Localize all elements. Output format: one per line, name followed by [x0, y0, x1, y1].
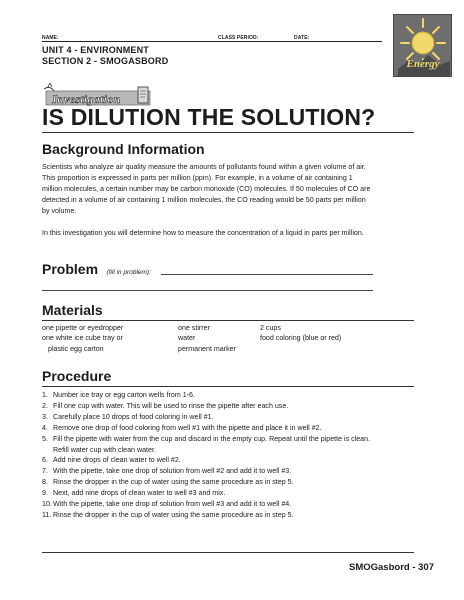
class-period-label: CLASS PERIOD: — [218, 35, 259, 41]
step-text: Rinse the dropper in the cup of water using the same procedure as in step 5. — [53, 478, 294, 487]
material-item: 2 cups — [260, 324, 281, 332]
name-label: NAME: — [42, 35, 59, 41]
materials-rule — [42, 320, 414, 321]
material-item: permanent marker — [178, 344, 236, 353]
unit-line: UNIT 4 - ENVIRONMENT — [42, 45, 150, 55]
unit-section-title — [42, 45, 168, 67]
step-number: 11. — [42, 510, 52, 519]
section-line: SECTION 2 - SMOGASBORD — [42, 56, 169, 66]
material-item: one pipette or eyedropper — [42, 324, 124, 332]
step-text: Fill the pipette with water from the cup and discard in the empty cup. Repeat until the pipette is clean. Refill water cup with clean water. — [53, 434, 371, 454]
header-rule — [42, 41, 382, 42]
step-number: 1. — [42, 391, 48, 399]
problem-answer-line-1[interactable] — [161, 274, 373, 275]
material-item: water — [178, 334, 196, 343]
step-text: Carefully place 10 drops of food coloring in well #1. — [53, 412, 214, 421]
page-footer: SMOGasbord - 307 — [349, 562, 434, 573]
materials-column-3 — [260, 323, 370, 344]
step-number: 3. — [42, 412, 48, 421]
step-text: Number ice tray or egg carton wells from 1-6. — [53, 391, 195, 399]
procedure-step — [42, 477, 382, 488]
materials-heading: Materials — [42, 302, 103, 318]
background-paragraph-1: Scientists who analyze air quality measure the amounts of pollutants found within a given volume of air. This proportion is expressed in parts per million (ppm). For example, in a volume of air containing 1 million molecules, a certain number may be carbon monoxide (CO) molecules. If 50 molecules of CO are detected in a volume of air containing 1 million molecules, the CO reading would be 50 parts per million by volume. — [42, 163, 371, 215]
step-number: 10. — [42, 500, 52, 509]
procedure-step — [42, 412, 382, 423]
step-text: Add nine drops of clean water to well #2. — [53, 456, 181, 465]
procedure-step — [42, 455, 382, 466]
step-text: Remove one drop of food coloring from well #1 with the pipette and place it in well #2. — [53, 423, 322, 432]
step-text: With the pipette, take one drop of solution from well #3 and add it to well #4. — [53, 500, 292, 509]
procedure-list — [42, 390, 382, 521]
logo-text: Energy — [406, 58, 440, 70]
step-number: 5. — [42, 434, 48, 443]
step-text: Next, add nine drops of clean water to well #3 and mix. — [53, 489, 226, 498]
procedure-step — [42, 499, 382, 510]
procedure-step — [42, 423, 382, 434]
date-label: DATE: — [294, 35, 310, 41]
page-title: IS DILUTION THE SOLUTION? — [42, 104, 376, 130]
procedure-step — [42, 390, 382, 401]
investigation-label: Investigation — [52, 92, 121, 106]
energy-logo — [393, 14, 452, 77]
background-heading: Background Information — [42, 141, 205, 157]
material-item: plastic egg carton — [48, 344, 104, 353]
step-text: Fill one cup with water. This will be used to rinse the pipette after each use. — [53, 401, 289, 410]
material-item: food coloring (blue or red) — [260, 334, 342, 343]
problem-answer-line-2[interactable] — [42, 290, 373, 291]
step-text: With the pipette, take one drop of solution from well #2 and add it to well #3. — [53, 467, 292, 476]
material-item: one white ice cube tray or — [42, 334, 123, 343]
step-number: 2. — [42, 401, 48, 410]
step-number: 6. — [42, 456, 48, 465]
problem-note: (fill in problem): — [106, 269, 151, 276]
background-paragraph-2: In this investigation you will determine how to measure the concentration of a liquid in parts per million. — [42, 229, 364, 237]
procedure-step — [42, 401, 382, 412]
step-number: 9. — [42, 489, 48, 498]
procedure-step — [42, 510, 382, 521]
step-number: 7. — [42, 467, 48, 476]
material-item: one stirrer — [178, 324, 210, 332]
procedure-step — [42, 466, 382, 477]
materials-column-2 — [178, 323, 258, 354]
procedure-step — [42, 488, 382, 499]
title-rule — [42, 132, 414, 133]
procedure-rule — [42, 386, 414, 387]
problem-row — [42, 261, 151, 279]
materials-column-1 — [42, 323, 172, 354]
step-number: 8. — [42, 478, 48, 487]
problem-heading: Problem — [42, 261, 99, 277]
procedure-heading: Procedure — [42, 368, 112, 384]
procedure-step — [42, 434, 382, 456]
step-number: 4. — [42, 423, 48, 432]
step-text: Rinse the dropper in the cup of water using the same procedure as in step 5. — [53, 510, 294, 519]
footer-rule — [42, 552, 414, 553]
